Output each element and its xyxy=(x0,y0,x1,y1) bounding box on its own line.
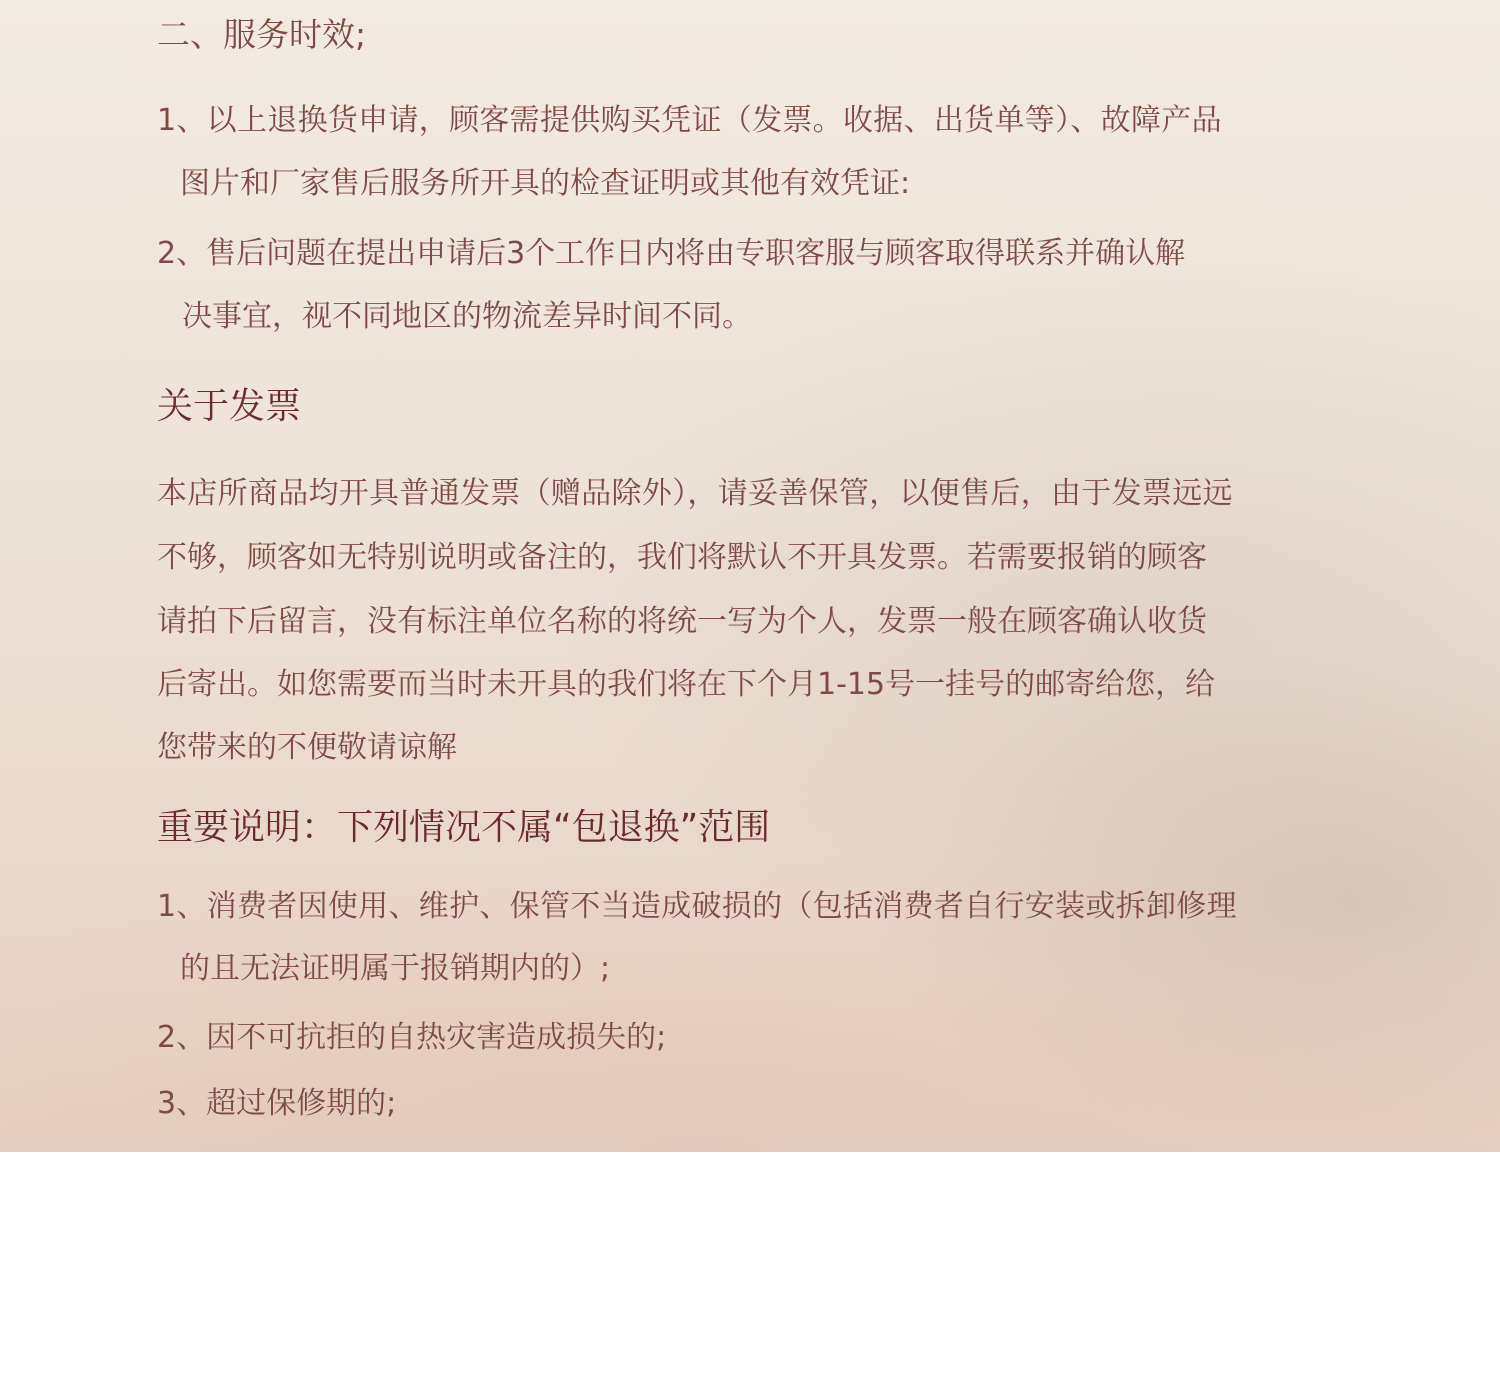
invoice-line-3: 请拍下后留言，没有标注单位名称的将统一写为个人，发票一般在顾客确认收货 xyxy=(157,604,1207,639)
invoice-title: 关于发票 xyxy=(157,386,302,427)
service-time-item-2-line-1: 2、售后问题在提出申请后3个工作日内将由专职客服与顾客取得联系并确认解 xyxy=(157,236,1186,271)
service-time-item-1-line-2: 图片和厂家售后服务所开具的检查证明或其他有效凭证: xyxy=(180,166,911,201)
invoice-line-1: 本店所商品均开具普通发票（赠品除外），请妥善保管，以便售后，由于发票远远 xyxy=(157,476,1233,511)
service-time-item-1-line-1: 1、以上退换货申请，顾客需提供购买凭证（发票。收据、出货单等）、故障产品 xyxy=(157,103,1222,138)
important-item-1-line-1: 1、消费者因使用、维护、保管不当造成破损的（包括消费者自行安装或拆卸修理 xyxy=(157,889,1237,924)
important-item-3: 3、超过保修期的; xyxy=(157,1086,397,1121)
invoice-line-2: 不够，顾客如无特别说明或备注的，我们将默认不开具发票。若需要报销的顾客 xyxy=(157,540,1207,575)
important-item-2: 2、因不可抗拒的自热灾害造成损失的; xyxy=(157,1020,667,1055)
invoice-line-5: 您带来的不便敬请谅解 xyxy=(157,730,457,765)
important-title: 重要说明：下列情况不属“包退换”范围 xyxy=(157,807,771,848)
important-item-1-line-2: 的且无法证明属于报销期内的）; xyxy=(180,951,611,986)
service-time-item-2-line-2: 决事宜，视不同地区的物流差异时间不同。 xyxy=(182,299,752,334)
blank-footer-area xyxy=(0,1152,1500,1388)
invoice-line-4: 后寄出。如您需要而当时未开具的我们将在下个月1-15号一挂号的邮寄给您，给 xyxy=(157,667,1216,702)
service-time-title: 二、服务时效; xyxy=(157,15,367,54)
